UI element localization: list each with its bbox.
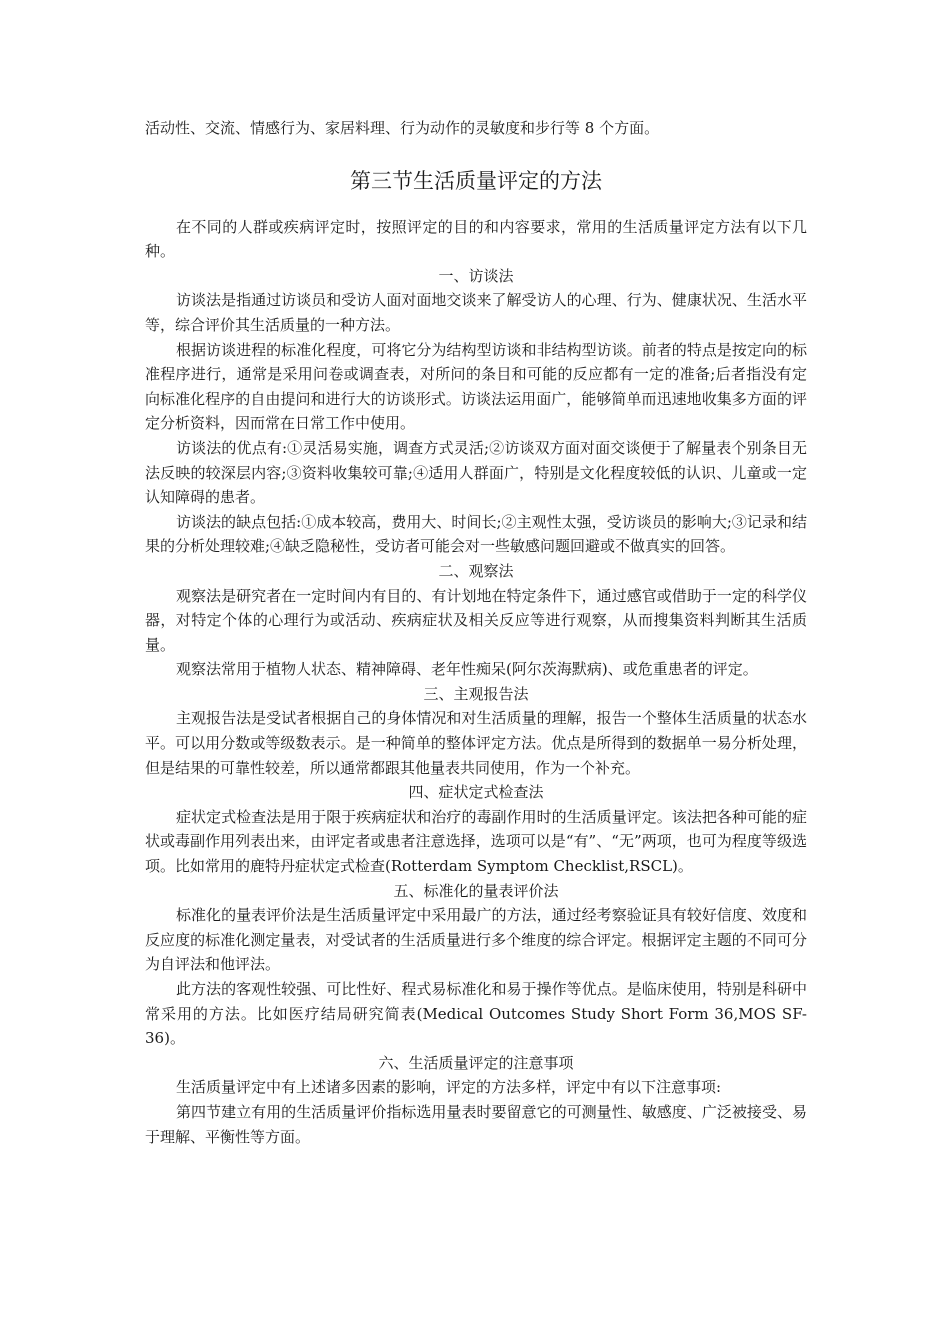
paragraph: 症状定式检查法是用于限于疾病症状和治疗的毒副作用时的生活质量评定。该法把各种可能的症状或毒副作用列表出来，由评定者或患者注意选择，选项可以是“有”、“无”两项，也可为程度等级选项。比如常用的鹿特丹症状定式检查(Rotterdam Symptom Checklist,RSCL)。 xyxy=(145,807,807,876)
paragraph: 主观报告法是受试者根据自己的身体情况和对生活质量的理解，报告一个整体生活质量的状态水平。可以用分数或等级数表示。是一种简单的整体评定方法。优点是所得到的数据单一易分析处理，但是结果的可靠性较差，所以通常都跟其他量表共同使用，作为一个补充。 xyxy=(145,709,807,777)
subsection-interview xyxy=(145,264,807,559)
paragraph: 观察法常用于植物人状态、精神障碍、老年性痴呆(阿尔茨海默病)、或危重患者的评定。 xyxy=(176,660,758,679)
paragraph: 访谈法是指通过访谈员和受访人面对面地交谈来了解受访人的心理、行为、健康状况、生活水平等，综合评价其生活质量的一种方法。 xyxy=(145,291,807,334)
paragraph: 此方法的客观性较强、可比性好、程式易标准化和易于操作等优点。是临床使用，特别是科研中常采用的方法。比如医疗结局研究简表(Medical Outcomes Study Short Form 36,MOS SF-36)。 xyxy=(145,980,807,1048)
subsection-heading: 一、访谈法 xyxy=(438,266,514,285)
section-intro: 在不同的人群或疾病评定时，按照评定的目的和内容要求，常用的生活质量评定方法有以下几种。 xyxy=(145,217,807,261)
paragraph: 标准化的量表评价法是生活质量评定中采用最广的方法，通过经考察验证具有较好信度、效度和反应度的标准化测定量表，对受试者的生活质量进行多个维度的综合评定。根据评定主题的不同可分为自评法和他评法。 xyxy=(145,906,807,974)
document-page xyxy=(145,116,807,1149)
subsection-heading: 三、主观报告法 xyxy=(423,684,529,703)
paragraph: 第四节建立有用的生活质量评价指标选用量表时要留意它的可测量性、敏感度、广泛被接受、易于理解、平衡性等方面。 xyxy=(145,1102,807,1146)
paragraph: 访谈法的缺点包括:①成本较高，费用大、时间长;②主观性太强，受访谈员的影响大;③记录和结果的分析处理较难;④缺乏隐秘性，受访者可能会对一些敏感问题回避或不做真实的回答。 xyxy=(145,512,807,556)
intro-line: 活动性、交流、情感行为、家居料理、行为动作的灵敏度和步行等 8 个方面。 xyxy=(145,119,660,137)
subsection-heading: 四、症状定式检查法 xyxy=(408,783,544,802)
subsection-symptom-checklist xyxy=(145,780,807,878)
paragraph: 观察法是研究者在一定时间内有目的、有计划地在特定条件下，通过感官或借助于一定的科学仪器，对特定个体的心理行为或活动、疾病症状及相关反应等进行观察，从而搜集资料判断其生活质量。 xyxy=(145,586,807,654)
subsection-heading: 六、生活质量评定的注意事项 xyxy=(378,1053,574,1072)
subsection-standardized-scale xyxy=(145,879,807,1051)
subsection-heading: 五、标准化的量表评价法 xyxy=(393,881,559,900)
subsection-notes xyxy=(145,1051,807,1149)
paragraph: 生活质量评定中有上述诸多因素的影响，评定的方法多样，评定中有以下注意事项: xyxy=(176,1078,722,1097)
paragraph: 根据访谈进程的标准化程度，可将它分为结构型访谈和非结构型访谈。前者的特点是按定向的标准程序进行，通常是采用问卷或调查表，对所问的条目和可能的反应都有一定的准备;后者指没有定向标准化程序的自由提问和进行大的访谈形式。访谈法运用面广，能够简单而迅速地收集多方面的评定分析资料，因而常在日常工作中使用。 xyxy=(145,340,807,433)
section-title: 第三节生活质量评定的方法 xyxy=(350,168,602,193)
paragraph: 访谈法的优点有:①灵活易实施，调查方式灵活;②访谈双方面对面交谈便于了解量表个别条目无法反映的较深层内容;③资料收集较可靠;④适用人群面广，特别是文化程度较低的认识、儿童或一定认知障碍的患者。 xyxy=(145,438,807,507)
subsection-observation xyxy=(145,559,807,682)
subsection-heading: 二、观察法 xyxy=(438,561,514,580)
subsection-subjective-report xyxy=(145,682,807,780)
